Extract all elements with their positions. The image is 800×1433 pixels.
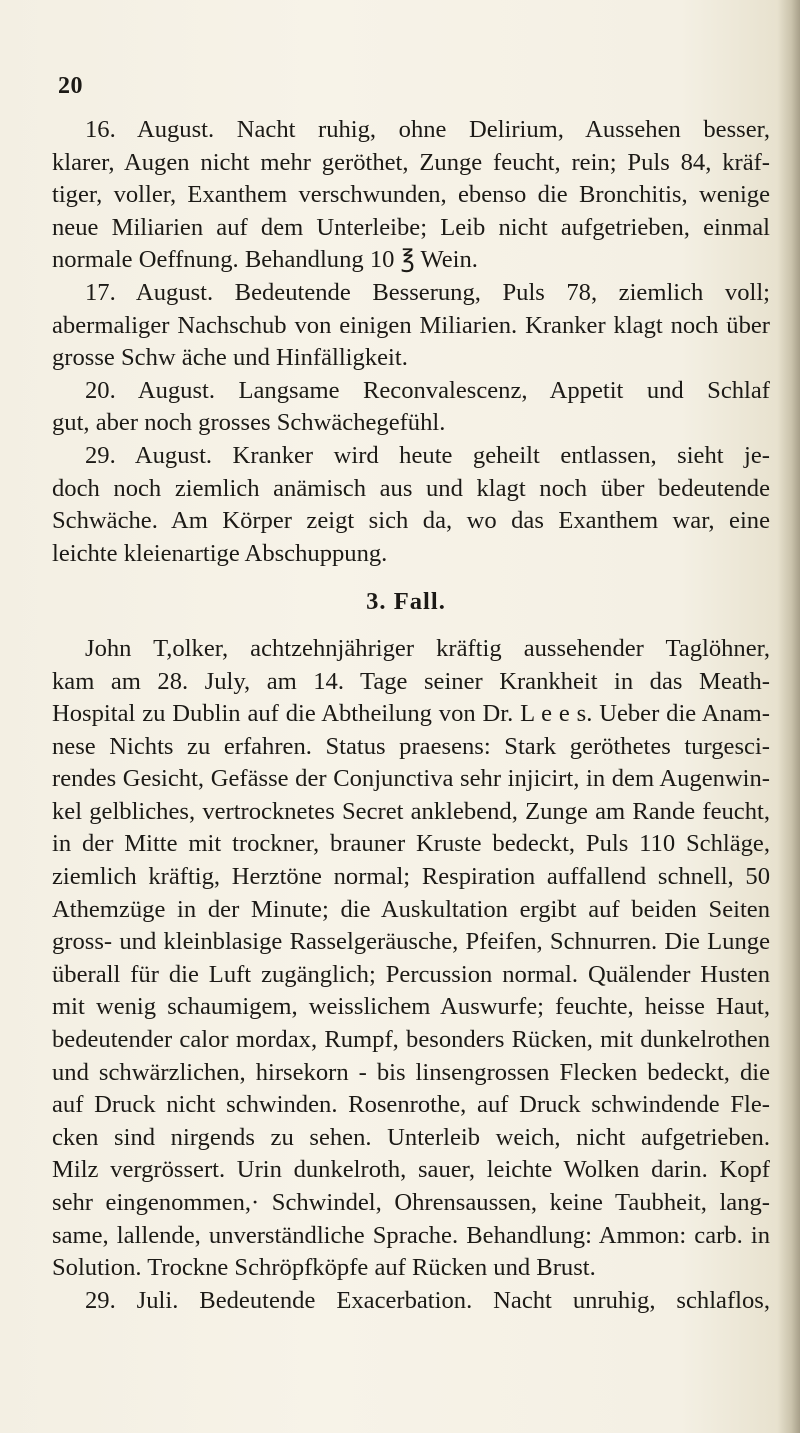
section-heading: 3. Fall. xyxy=(366,588,446,616)
text-line: Hospital zu Dublin auf die Abtheilung von Dr. L e e s. Ueber die Anam- xyxy=(52,700,770,728)
text-line: 16. August. Nacht ruhig, ohne Delirium, Aussehen besser, xyxy=(85,116,770,143)
text-line: und schwärzlichen, hirsekorn - bis linsengrossen Flecken bedeckt, die xyxy=(52,1058,770,1086)
text-line: gross- und kleinblasige Rasselgeräusche, Pfeifen, Schnurren. Die Lunge xyxy=(52,928,770,956)
text-line: doch noch ziemlich anämisch aus und klagt noch über bedeutende xyxy=(52,474,770,502)
paragraph-aug-29 xyxy=(52,440,770,570)
text-line: Schwäche. Am Körper zeigt sich da, wo das Exanthem war, eine xyxy=(52,507,770,535)
text-line: nese Nichts zu erfahren. Status praesens: Stark geröthetes turgesci- xyxy=(52,732,770,760)
paragraph-aug-17 xyxy=(52,277,770,375)
text-line: same, lallende, unverständliche Sprache. Behandlung: Ammon: carb. in xyxy=(52,1221,770,1249)
text-line: bedeutender calor mordax, Rumpf, besonders Rücken, mit dunkelrothen xyxy=(52,1026,770,1054)
page-number: 20 xyxy=(58,73,83,99)
paragraph-aug-16 xyxy=(52,114,770,277)
paragraph-aug-20 xyxy=(52,375,770,440)
text-line: cken sind nirgends zu sehen. Unterleib weich, nicht aufgetrieben. xyxy=(52,1123,770,1151)
page-text xyxy=(52,114,770,1317)
text-line: kam am 28. July, am 14. Tage seiner Krankheit in das Meath- xyxy=(52,667,770,695)
text-line-final: 29. Juli. Bedeutende Exacerbation. Nacht unruhig, schlaflos, xyxy=(85,1286,770,1314)
text-line: überall für die Luft zugänglich; Percussion normal. Quälender Husten xyxy=(52,960,770,988)
text-line: ziemlich kräftig, Herztöne normal; Respiration auffallend schnell, 50 xyxy=(52,863,770,891)
text-line: normale Oeffnung. Behandlung 10 ℥ Wein. xyxy=(52,246,478,274)
page-edge-shadow xyxy=(778,0,800,1433)
text-line: in der Mitte mit trockner, brauner Kruste bedeckt, Puls 110 Schläge, xyxy=(52,830,770,858)
text-line: gut, aber noch grosses Schwächegefühl. xyxy=(52,409,446,437)
text-line: sehr eingenommen,· Schwindel, Ohrensaussen, keine Taubheit, lang- xyxy=(52,1189,770,1216)
paragraph-case-3 xyxy=(52,633,770,1285)
text-line: neue Miliarien auf dem Unterleibe; Leib nicht aufgetrieben, einmal xyxy=(52,213,770,241)
text-line: 20. August. Langsame Reconvalescenz, Appetit und Schlaf xyxy=(85,376,770,404)
text-line: Solution. Trockne Schröpfköpfe auf Rücken und Brust. xyxy=(52,1254,596,1282)
text-line: klarer, Augen nicht mehr geröthet, Zunge feucht, rein; Puls 84, kräf- xyxy=(52,148,770,176)
text-line: Milz vergrössert. Urin dunkelroth, sauer, leichte Wolken darin. Kopf xyxy=(52,1156,770,1184)
text-line: John T,olker, achtzehnjähriger kräftig aussehender Taglöhner, xyxy=(85,634,770,662)
text-line: rendes Gesicht, Gefässe der Conjunctiva sehr injicirt, in dem Augenwin- xyxy=(52,765,770,793)
text-line: leichte kleienartige Abschuppung. xyxy=(52,539,388,567)
text-line: grosse Schw äche und Hinfälligkeit. xyxy=(52,344,408,372)
text-line: Athemzüge in der Minute; die Auskultation ergibt auf beiden Seiten xyxy=(52,895,770,923)
text-line: 29. August. Kranker wird heute geheilt entlassen, sieht je- xyxy=(85,441,770,469)
text-line: 17. August. Bedeutende Besserung, Puls 78, ziemlich voll; xyxy=(85,278,770,306)
text-line: kel gelbliches, vertrocknetes Secret anklebend, Zunge am Rande feucht, xyxy=(52,797,770,825)
text-line: auf Druck nicht schwinden. Rosenrothe, auf Druck schwindende Fle- xyxy=(52,1091,770,1119)
text-line: abermaliger Nachschub von einigen Miliarien. Kranker klagt noch über xyxy=(52,311,770,339)
text-line: mit wenig schaumigem, weisslichem Auswurfe; feuchte, heisse Haut, xyxy=(52,993,770,1021)
text-line: tiger, voller, Exanthem verschwunden, ebenso die Bronchitis, wenige xyxy=(52,181,770,209)
